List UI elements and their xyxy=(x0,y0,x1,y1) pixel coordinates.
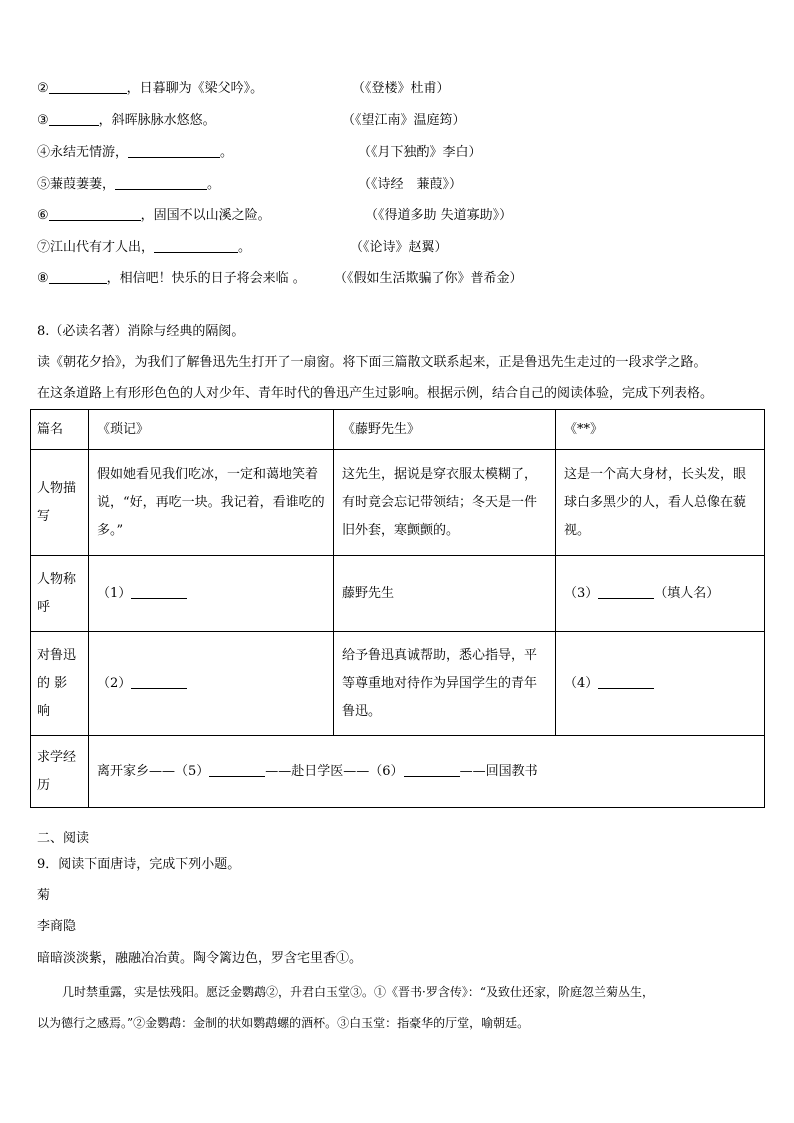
fill-line-3: ③ ，斜晖脉脉水悠悠。 xyxy=(37,113,216,128)
source-2: （《登楼》杜甫） xyxy=(352,81,450,96)
row-label-path: 求学经历 xyxy=(31,736,89,808)
table-row xyxy=(31,736,765,808)
cell-effect-3: （4） xyxy=(556,632,765,736)
source-7: （《论诗》赵翼） xyxy=(350,240,448,255)
cell-effect-2: 给予鲁迅真诚帮助，悉心指导，平等尊重地对待作为异国学生的青年鲁迅。 xyxy=(334,632,556,736)
source-5: （《诗经 蒹葭》） xyxy=(358,177,463,192)
table-row xyxy=(31,556,765,632)
answer-blank[interactable] xyxy=(209,763,265,777)
source-8: （《假如生活欺骗了你》普希金） xyxy=(334,271,523,286)
answer-blank[interactable] xyxy=(131,585,187,599)
poem-title: 菊 xyxy=(37,888,51,903)
source-4: （《月下独酌》李白） xyxy=(358,145,482,160)
q8-title: 8.（必读名著）消除与经典的隔阂。 xyxy=(37,324,245,339)
fill-line-2: ② ，日暮聊为《梁父吟》。 xyxy=(37,81,264,96)
q9-title: 9．阅读下面唐诗，完成下列小题。 xyxy=(37,857,241,872)
answer-blank[interactable] xyxy=(49,112,99,126)
source-6: （《得道多助 失道寡助》） xyxy=(365,208,513,223)
answer-blank[interactable] xyxy=(598,585,654,599)
table-row xyxy=(31,632,765,736)
cell-path: 离开家乡——（5） ——赴日学医——（6） ——回国教书 xyxy=(89,736,765,808)
answer-blank[interactable] xyxy=(49,207,141,221)
answer-blank[interactable] xyxy=(131,675,187,689)
section-heading: 二、阅读 xyxy=(37,831,90,846)
poem-author: 李商隐 xyxy=(37,919,77,934)
answer-blank[interactable] xyxy=(49,270,107,284)
poem-notes: 以为德行之感焉。”②金鹦鹉：金制的状如鹦鹉螺的酒杯。③白玉堂：指豪华的厅堂，喻朝廷。 xyxy=(37,1016,530,1030)
answer-blank[interactable] xyxy=(49,80,127,94)
answer-blank[interactable] xyxy=(115,176,207,190)
header-tengye: 《藤野先生》 xyxy=(334,410,556,450)
reading-table xyxy=(30,409,765,808)
answer-blank[interactable] xyxy=(128,144,220,158)
fill-line-5: ⑤蒹葭萋萋， 。 xyxy=(37,177,221,192)
cell-desc-3: 这是一个高大身材，长头发，眼球白多黑少的人，看人总像在藐视。 xyxy=(556,450,765,556)
cell-desc-2: 这先生，据说是穿衣服太模糊了，有时竟会忘记带领结；冬天是一件旧外套，寒颤颤的。 xyxy=(334,450,556,556)
header-suoji: 《琐记》 xyxy=(89,410,334,450)
fill-line-7: ⑦江山代有才人出， 。 xyxy=(37,240,252,255)
q8-intro-1: 读《朝花夕拾》，为我们了解鲁迅先生打开了一扇窗。将下面三篇散文联系起来，正是鲁迅先生走过的一段求学之路。 xyxy=(37,355,707,370)
header-unknown: 《**》 xyxy=(556,410,765,450)
source-3: （《望江南》温庭筠） xyxy=(342,113,466,128)
poem-line-2: 几时禁重露，实是怯残阳。愿泛金鹦鹉②，升君白玉堂③。①《晋书·罗含传》：“及致仕还家，阶庭忽兰菊丛生， xyxy=(62,985,654,999)
answer-blank[interactable] xyxy=(598,675,654,689)
row-label-desc: 人物描写 xyxy=(31,450,89,556)
cell-name-3: （3） （填人名） xyxy=(556,556,765,632)
cell-desc-1: 假如她看见我们吃冰，一定和蔼地笑着说，“好，再吃一块。我记着，看谁吃的多。” xyxy=(89,450,334,556)
table-row xyxy=(31,410,765,450)
header-title-col: 篇名 xyxy=(31,410,89,450)
q8-intro-2: 在这条道路上有形形色色的人对少年、青年时代的鲁迅产生过影响。根据示例，结合自己的阅读体验，完成下列表格。 xyxy=(37,386,714,401)
cell-name-1: （1） xyxy=(89,556,334,632)
fill-line-4: ④永结无情游， 。 xyxy=(37,145,234,160)
answer-blank[interactable] xyxy=(154,239,238,253)
cell-name-2: 藤野先生 xyxy=(334,556,556,632)
answer-blank[interactable] xyxy=(404,763,460,777)
table-row xyxy=(31,450,765,556)
cell-effect-1: （2） xyxy=(89,632,334,736)
row-label-effect: 对鲁迅的 影响 xyxy=(31,632,89,736)
poem-line-1: 暗暗淡淡紫，融融冶冶黄。陶令篱边色，罗含宅里香①。 xyxy=(37,951,363,966)
fill-line-6: ⑥ ，固国不以山溪之险。 xyxy=(37,208,271,223)
row-label-name: 人物称呼 xyxy=(31,556,89,632)
fill-line-8: ⑧ ，相信吧！快乐的日子将会来临 。 xyxy=(37,271,306,286)
